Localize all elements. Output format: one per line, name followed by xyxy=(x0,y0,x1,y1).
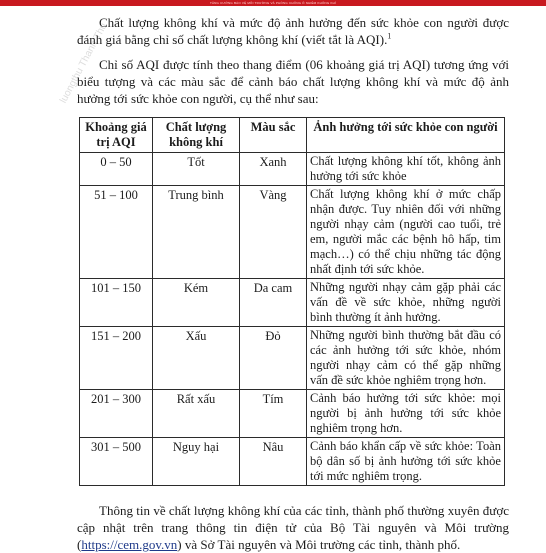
cell-effect: Những người nhạy cảm gặp phải các vấn đề về sức khỏe, những người bình thường ít ảnh hưởng. xyxy=(307,279,505,327)
cell-quality: Nguy hại xyxy=(153,438,240,486)
table-row xyxy=(80,390,505,438)
cell-range: 51 – 100 xyxy=(80,186,153,279)
cell-color: Tím xyxy=(240,390,307,438)
cell-effect: Cảnh báo khẩn cấp về sức khỏe: Toàn bộ dân số bị ảnh hưởng tới sức khỏe tới mức nghiêm trọng. xyxy=(307,438,505,486)
table-row xyxy=(80,153,505,186)
table-row xyxy=(80,279,505,327)
intro-paragraph-2: Chỉ số AQI được tính theo thang điểm (06 khoảng giá trị AQI) tương ứng với biểu tượng và các màu sắc để cảnh báo chất lượng không khí và mức độ ảnh hưởng tới sức khỏe con người, cụ thể như sau: xyxy=(77,57,509,106)
cell-range: 101 – 150 xyxy=(80,279,153,327)
cell-effect: Cảnh báo hưởng tới sức khỏe: mọi người bị ảnh hưởng tới sức khỏe nghiêm trọng hơn. xyxy=(307,390,505,438)
document-page xyxy=(77,12,509,553)
header-air-quality: Chất lượng không khí xyxy=(153,118,240,153)
cell-color: Xanh xyxy=(240,153,307,186)
intro-paragraph-1-text: Chất lượng không khí và mức độ ảnh hưởng đến sức khỏe con người được đánh giá bằng chỉ số chất lượng không khí (viết tắt là AQI). xyxy=(77,15,509,47)
table-row xyxy=(80,438,505,486)
cell-effect: Chất lượng không khí ở mức chấp nhận được. Tuy nhiên đối với những người nhạy cảm (người cao tuổi, trẻ em, người mắc các bệnh hô hấp, tim mạch…) có thể chịu những tác động nhất định tới sức khỏe. xyxy=(307,186,505,279)
footnote-mark[interactable]: 1 xyxy=(387,31,392,41)
cell-quality: Trung bình xyxy=(153,186,240,279)
cem-website-link[interactable]: https://cem.gov.vn xyxy=(81,537,178,552)
cell-effect: Những người bình thường bắt đầu có các ảnh hưởng tới sức khỏe, nhóm người nhạy cảm có thể gặp những vấn đề sức khỏe nghiêm trọng hơn. xyxy=(307,327,505,390)
header-health-effect: Ảnh hưởng tới sức khỏe con người xyxy=(307,118,505,153)
table-row xyxy=(80,327,505,390)
outro-paragraph xyxy=(77,502,509,553)
table-header-row xyxy=(80,118,505,153)
header-color: Màu sắc xyxy=(240,118,307,153)
table-row xyxy=(80,186,505,279)
cell-quality: Kém xyxy=(153,279,240,327)
cell-quality: Rất xấu xyxy=(153,390,240,438)
cell-color: Da cam xyxy=(240,279,307,327)
intro-paragraph-1 xyxy=(77,14,509,48)
watermark: luongthu Thanh Thu xyxy=(58,21,110,106)
cell-effect: Chất lượng không khí tốt, không ảnh hưởng tới sức khỏe xyxy=(307,153,505,186)
cell-range: 301 – 500 xyxy=(80,438,153,486)
outro-text-after-link: ) và Sở Tài nguyên và Môi trường các tỉnh, thành phố. xyxy=(177,537,461,552)
cell-range: 151 – 200 xyxy=(80,327,153,390)
cell-color: Đỏ xyxy=(240,327,307,390)
outro-text-before-link: Thông tin về chất lượng không khí của các tỉnh, thành phố thường xuyên được cập nhật trên trang thông tin điện tử của Bộ Tài nguyên và Môi trường ( xyxy=(77,503,509,552)
cell-color: Nâu xyxy=(240,438,307,486)
aqi-table xyxy=(79,117,505,486)
cell-range: 0 – 50 xyxy=(80,153,153,186)
cell-quality: Xấu xyxy=(153,327,240,390)
header-band-text: TĂNG CƯỜNG BẢO VỆ MÔI TRƯỜNG VÀ PHÒNG CHỐNG Ô NHIỄM KHÔNG KHÍ xyxy=(209,1,337,5)
cell-color: Vàng xyxy=(240,186,307,279)
header-aqi-range: Khoảng giá trị AQI xyxy=(80,118,153,153)
cell-range: 201 – 300 xyxy=(80,390,153,438)
cell-quality: Tốt xyxy=(153,153,240,186)
